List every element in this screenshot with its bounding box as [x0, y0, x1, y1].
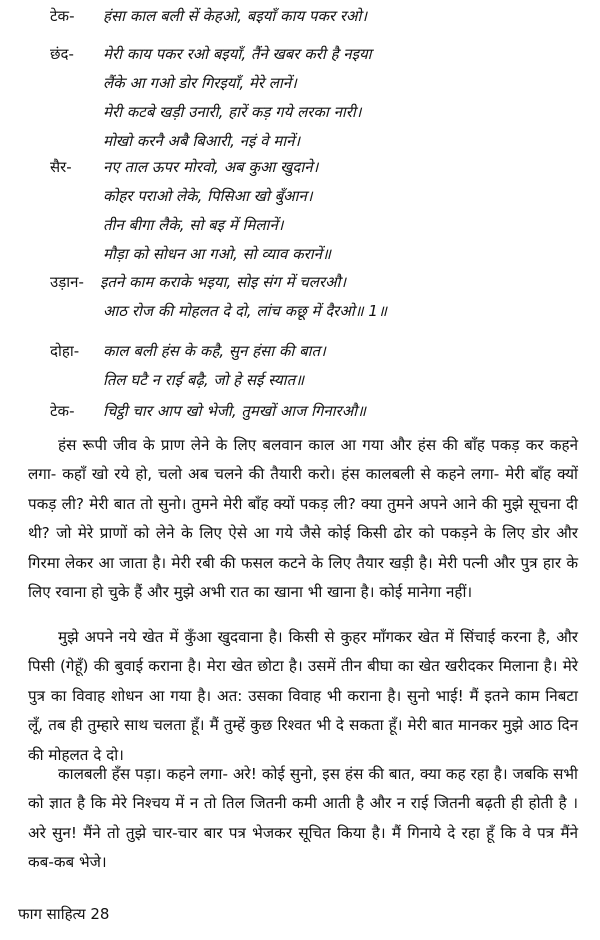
paragraph-text: कालबली हँस पड़ा। कहने लगा- अरे! कोई सुनो, इस हंस की बात, क्या कह रहा है। जबकि सभी को ज्ञात है कि मेरे निश्चय में न तो तिल जितनी कमी आती है और न राई जितनी बढ़ती ही होती है । अरे सुन! मैंने तो तुझे चार-चार बार पत्र भेजकर सूचित किया है। मैं गिनाये दे रहा हूँ कि वे पत्र मैंने कब-कब भेजे। [28, 765, 578, 872]
prose-paragraph [28, 623, 578, 770]
verse-line: मोखो करनै अबै बिआरी, नइं वे मानें। [103, 132, 301, 150]
verse-label: टेक- [50, 7, 75, 25]
verse-line: मेरी कटबे खड़ी उनारी, हारें कड़ गये लरका नारी। [103, 103, 362, 121]
verse-line: नए ताल ऊपर मोरवो, अब कुआ खुदाने। [103, 158, 319, 176]
verse-line: मेरी काय पकर रओ बइयाँ, तैंने खबर करी है नइया [103, 45, 372, 63]
verse-line: हंसा काल बली सें केहओ, बइयाँ काय पकर रओ। [103, 7, 368, 25]
verse-line: चिट्ठी चार आप खो भेजी, तुमखों आज गिनारऔ॥ [103, 402, 367, 420]
verse-line: कोहर पराओ लेके, पिसिआ खो बुँआन। [103, 187, 313, 205]
verse-line: तीन बीगा लैके, सो बइ में मिलानें। [103, 216, 284, 234]
verse-label: उड़ान- [50, 273, 84, 291]
verse-line: काल बली हंस के कहै, सुन हंसा की बात। [103, 342, 326, 360]
verse-label: छंद- [50, 45, 74, 63]
verse-label: टेक- [50, 402, 75, 420]
verse-line: इतने काम कराके भइया, सोइ संग में चलरऔ। [100, 273, 347, 291]
paragraph-text: हंस रूपी जीव के प्राण लेने के लिए बलवान काल आ गया और हंस की बाँह पकड़ कर कहने लगा- कहाँ खो रये हो, चलो अब चलने की तैयारी करो। हंस कालबली से कहने लगा- मेरी बाँह क्यों पकड़ ली? मेरी बात तो सुनो। तुमने मेरी बाँह क्यों पकड़ ली? क्या तुमने अपने आने की मुझे सूचना दी थी? जो मेरे प्राणों को लेने के लिए ऐसे आ गये जैसे कोई किसी ढोर को पकड़ने के लिए डोर और गिरमा लेकर आ जाता है। मेरी रबी की फसल कटने के लिए तैयार खड़ी है। मेरी पत्नी और पुत्र हार के लिए रवाना हो चुके हैं और मुझे अभी रात का खाना भी खाना है। कोई मानेगा नहीं। [28, 436, 578, 602]
prose-paragraph [28, 431, 578, 607]
verse-label: सैर- [50, 158, 72, 176]
verse-line: लैंके आ गओ डोर गिरइयाँ, मेरे लानें। [103, 74, 297, 92]
verse-line: तिल घटै न राई बढ़ै, जो हे सई स्यात॥ [103, 371, 305, 389]
verse-line: आठ रोज की मोहलत दे दो, लांच कछू में दैरओ॥ 1॥ [103, 302, 387, 320]
verse-label: दोहा- [50, 342, 80, 360]
paragraph-text: मुझे अपने नये खेत में कुँआ खुदवाना है। किसी से कुहर माँगकर खेत में सिंचाई करना है, और पिसी (गेहूँ) की बुवाई कराना है। मेरा खेत छोटा है। उसमें तीन बीघा का खेत खरीदकर मिलाना है। मेरे पुत्र का विवाह शोधन आ गया है। अत: उसका विवाह भी कराना है। सुनो भाई! मैं इतने काम निबटा लूँ, तब ही तुम्हारे साथ चलता हूँ। मैं तुम्हें कुछ रिश्वत भी दे सकता हूँ। मेरी बात मानकर मुझे आठ दिन की मोहलत दे दो। [28, 628, 578, 764]
verse-line: मौड़ा को सोधन आ गओ, सो व्याव करानें॥ [103, 245, 331, 263]
prose-paragraph [28, 760, 578, 878]
page-footer: फाग साहित्य 28 [18, 905, 110, 923]
